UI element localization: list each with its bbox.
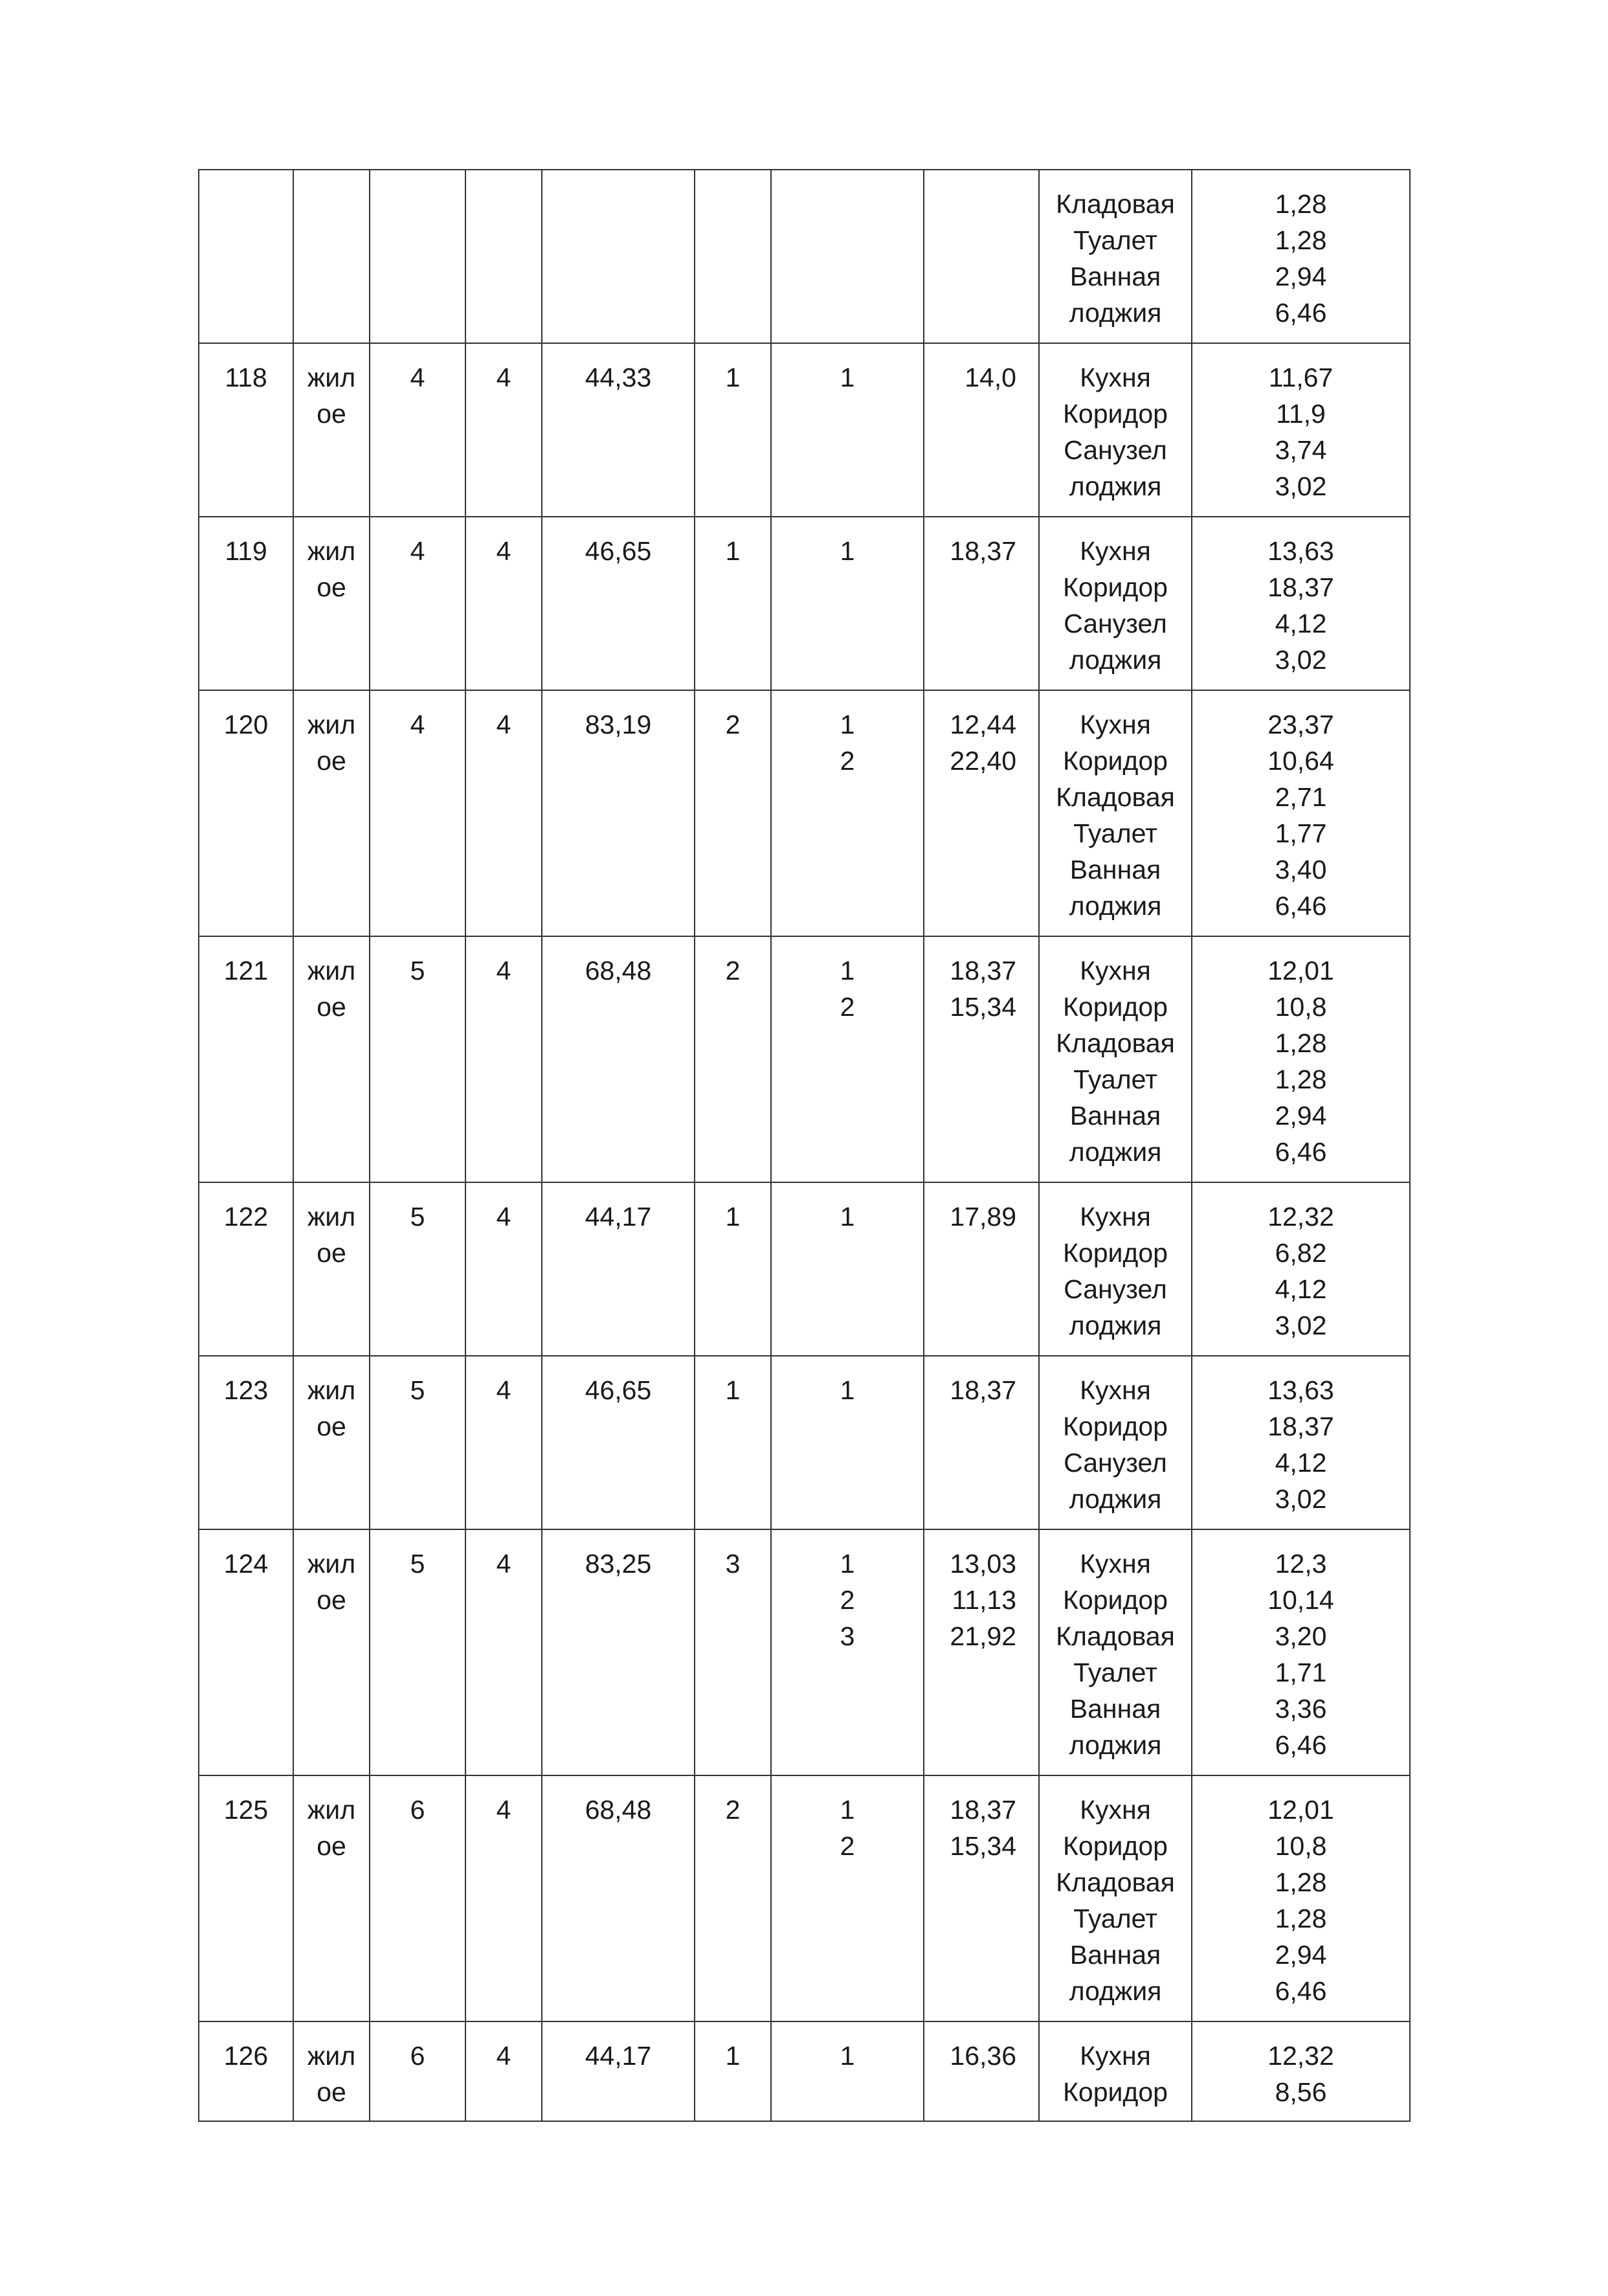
apartment-type-cell-line: жил [307, 536, 356, 566]
total-area-cell-value: 68,48 [585, 1795, 652, 1825]
aux-areas-cell-line: 2,94 [1275, 1940, 1327, 1970]
room-count-cell [695, 1356, 771, 1529]
apartment-type-cell-line: жил [307, 2041, 356, 2071]
total-area-cell [542, 517, 695, 690]
apartment-number-cell [199, 690, 293, 936]
table-row [199, 343, 1410, 517]
room-numbers-cell-line: 1 [840, 1375, 855, 1405]
aux-areas-cell-line: 1,28 [1275, 1904, 1327, 1933]
section-cell-value: 4 [496, 2041, 511, 2071]
aux-rooms-cell [1039, 1529, 1192, 1775]
aux-rooms-cell-line: Кладовая [1056, 1867, 1175, 1897]
apartment-type-cell-line: ое [317, 1585, 346, 1615]
aux-areas-cell-line: 1,28 [1275, 225, 1327, 255]
section-cell-value: 4 [496, 956, 511, 985]
aux-areas-cell-line: 1,28 [1275, 1028, 1327, 1058]
aux-rooms-cell-line: Кухня [1080, 1795, 1151, 1825]
room-numbers-cell-line: 2 [840, 746, 855, 776]
total-area-cell [542, 1775, 695, 2021]
aux-rooms-cell-line: Туалет [1073, 818, 1157, 848]
room-areas-cell [924, 690, 1039, 936]
apartment-number-cell [199, 1182, 293, 1356]
aux-rooms-cell-line: Кухня [1080, 1202, 1151, 1232]
aux-areas-cell [1192, 690, 1410, 936]
aux-areas-cell-line: 13,63 [1267, 536, 1334, 566]
room-numbers-cell-line: 1 [840, 956, 855, 985]
apartment-number-cell-value: 123 [223, 1375, 269, 1405]
section-cell-value: 4 [496, 1549, 511, 1579]
room-count-cell [695, 170, 771, 343]
aux-rooms-cell-line: Кухня [1080, 2041, 1151, 2071]
aux-rooms-cell-line: Кухня [1080, 1375, 1151, 1405]
table-row [199, 936, 1410, 1182]
room-numbers-cell-line: 2 [840, 1585, 855, 1615]
table-row [199, 517, 1410, 690]
aux-rooms-cell [1039, 1356, 1192, 1529]
aux-rooms-cell-line: лоджия [1069, 1976, 1162, 2006]
apartment-type-cell [293, 517, 370, 690]
aux-areas-cell [1192, 1529, 1410, 1775]
section-cell-value: 4 [496, 536, 511, 566]
aux-areas-cell-line: 18,37 [1267, 1412, 1334, 1441]
apartment-type-cell-line: жил [307, 1795, 356, 1825]
room-count-cell-value: 2 [725, 710, 741, 739]
aux-rooms-cell-line: Кладовая [1056, 1621, 1175, 1651]
room-areas-cell-line: 18,37 [950, 1375, 1016, 1405]
apartment-number-cell [199, 170, 293, 343]
aux-areas-cell-line: 6,46 [1275, 1137, 1327, 1167]
table-row [199, 690, 1410, 936]
section-cell [465, 1356, 542, 1529]
table-row [199, 2021, 1410, 2121]
table-row [199, 1775, 1410, 2021]
aux-rooms-cell-line: лоджия [1069, 891, 1162, 921]
aux-areas-cell [1192, 170, 1410, 343]
total-area-cell-value: 46,65 [585, 536, 652, 566]
room-numbers-cell-line: 1 [840, 710, 855, 739]
apartment-type-cell-line: жил [307, 363, 356, 392]
room-count-cell [695, 936, 771, 1182]
aux-areas-cell-line: 12,3 [1275, 1549, 1327, 1579]
room-count-cell-value: 2 [725, 956, 741, 985]
aux-rooms-cell-line: Ванная [1069, 1694, 1161, 1724]
aux-areas-cell-line: 12,01 [1267, 956, 1334, 985]
room-count-cell [695, 1775, 771, 2021]
floor-cell [370, 1356, 465, 1529]
table-body [199, 170, 1410, 2121]
apartment-number-cell-value: 120 [223, 710, 269, 739]
aux-areas-cell-line: 2,94 [1275, 1101, 1327, 1131]
room-areas-cell-line: 13,03 [950, 1549, 1016, 1579]
apartment-type-cell-line: жил [307, 1375, 356, 1405]
room-areas-cell [924, 517, 1039, 690]
aux-areas-cell-line: 10,64 [1267, 746, 1334, 776]
room-areas-cell-line: 18,37 [950, 536, 1016, 566]
aux-areas-cell-line: 6,46 [1275, 1730, 1327, 1760]
section-cell [465, 936, 542, 1182]
floor-cell [370, 1529, 465, 1775]
aux-rooms-cell-line: Санузел [1064, 1274, 1167, 1304]
total-area-cell [542, 936, 695, 1182]
room-numbers-cell [771, 690, 924, 936]
aux-rooms-cell-line: Кухня [1080, 536, 1151, 566]
aux-areas-cell-line: 1,28 [1275, 1064, 1327, 1094]
apartment-type-cell-line: ое [317, 572, 346, 602]
room-count-cell-value: 2 [725, 1795, 741, 1825]
apartment-number-cell [199, 2021, 293, 2121]
floor-cell [370, 2021, 465, 2121]
section-cell [465, 2021, 542, 2121]
aux-rooms-cell-line: Коридор [1063, 1238, 1168, 1268]
floor-cell-value: 5 [410, 1375, 425, 1405]
aux-rooms-cell-line: Ванная [1069, 855, 1161, 884]
table-row [199, 1529, 1410, 1775]
total-area-cell [542, 1182, 695, 1356]
floor-cell-value: 5 [410, 1202, 425, 1232]
room-areas-cell-line: 18,37 [950, 956, 1016, 985]
room-areas-cell [924, 1529, 1039, 1775]
room-numbers-cell-line: 2 [840, 1831, 855, 1861]
floor-cell-value: 4 [410, 363, 425, 392]
apartment-number-cell-value: 124 [223, 1549, 269, 1579]
apartment-type-cell [293, 343, 370, 517]
room-count-cell-value: 1 [725, 536, 741, 566]
apartment-type-cell-line: ое [317, 1238, 346, 1268]
aux-rooms-cell-line: Коридор [1063, 1412, 1168, 1441]
apartment-type-cell [293, 690, 370, 936]
aux-areas-cell-line: 6,46 [1275, 298, 1327, 328]
apartment-type-cell [293, 1356, 370, 1529]
room-areas-cell [924, 170, 1039, 343]
aux-rooms-cell-line: лоджия [1069, 298, 1162, 328]
aux-areas-cell-line: 12,32 [1267, 2041, 1334, 2071]
section-cell-value: 4 [496, 1375, 511, 1405]
room-count-cell [695, 343, 771, 517]
floor-cell [370, 517, 465, 690]
aux-areas-cell-line: 3,02 [1275, 1484, 1327, 1514]
total-area-cell-value: 83,19 [585, 710, 652, 739]
aux-areas-cell-line: 8,56 [1275, 2077, 1327, 2107]
aux-areas-cell-line: 6,82 [1275, 1238, 1327, 1268]
apartment-type-cell-line: ое [317, 2077, 346, 2107]
aux-areas-cell-line: 18,37 [1267, 572, 1334, 602]
room-count-cell-value: 1 [725, 1375, 741, 1405]
room-count-cell-value: 1 [725, 1202, 741, 1232]
total-area-cell-value: 44,17 [585, 2041, 652, 2071]
room-numbers-cell-line: 1 [840, 1549, 855, 1579]
room-count-cell [695, 1182, 771, 1356]
aux-rooms-cell-line: Санузел [1064, 435, 1167, 465]
aux-areas-cell-line: 11,9 [1276, 399, 1326, 429]
aux-rooms-cell-line: Коридор [1063, 746, 1168, 776]
room-areas-cell-line: 11,13 [952, 1585, 1016, 1615]
total-area-cell [542, 1356, 695, 1529]
apartment-number-cell-value: 126 [223, 2041, 269, 2071]
aux-rooms-cell-line: Кладовая [1056, 189, 1175, 219]
total-area-cell-value: 83,25 [585, 1549, 652, 1579]
apartment-number-cell-value: 122 [223, 1202, 269, 1232]
aux-rooms-cell-line: Коридор [1063, 992, 1168, 1022]
apartment-type-cell-line: жил [307, 1549, 356, 1579]
apartment-number-cell [199, 1356, 293, 1529]
aux-areas-cell-line: 1,71 [1275, 1658, 1327, 1687]
aux-areas-cell-line: 4,12 [1275, 1274, 1327, 1304]
aux-areas-cell-line: 1,28 [1275, 1867, 1327, 1897]
apartment-type-cell-line: ое [317, 992, 346, 1022]
aux-rooms-cell [1039, 517, 1192, 690]
aux-rooms-cell-line: Туалет [1073, 1904, 1157, 1933]
apartment-type-cell-line: жил [307, 1202, 356, 1232]
aux-areas-cell-line: 6,46 [1275, 891, 1327, 921]
room-areas-cell-line: 12,44 [950, 710, 1016, 739]
aux-rooms-cell-line: лоджия [1069, 645, 1162, 675]
section-cell-value: 4 [496, 363, 511, 392]
aux-areas-cell [1192, 1182, 1410, 1356]
room-areas-cell-line: 15,34 [950, 1831, 1016, 1861]
apartment-number-cell-value: 118 [225, 363, 267, 392]
table-row [199, 170, 1410, 343]
section-cell-value: 4 [496, 710, 511, 739]
room-numbers-cell-line: 3 [840, 1621, 855, 1651]
total-area-cell-value: 46,65 [585, 1375, 652, 1405]
aux-areas-cell-line: 12,32 [1267, 1202, 1334, 1232]
room-areas-cell-line: 15,34 [950, 992, 1016, 1022]
aux-areas-cell-line: 1,28 [1275, 189, 1327, 219]
aux-rooms-cell-line: Ванная [1069, 1940, 1161, 1970]
aux-rooms-cell-line: Кухня [1080, 710, 1151, 739]
apartment-type-cell [293, 936, 370, 1182]
aux-areas-cell [1192, 343, 1410, 517]
table-row [199, 1356, 1410, 1529]
aux-rooms-cell-line: Кухня [1080, 956, 1151, 985]
aux-rooms-cell-line: Коридор [1063, 572, 1168, 602]
floor-cell-value: 5 [410, 1549, 425, 1579]
apartment-number-cell-value: 121 [223, 956, 269, 985]
aux-rooms-cell [1039, 1775, 1192, 2021]
room-numbers-cell-line: 1 [840, 2041, 855, 2071]
aux-rooms-cell-line: Коридор [1063, 1585, 1168, 1615]
aux-areas-cell-line: 23,37 [1267, 710, 1334, 739]
aux-areas-cell [1192, 1356, 1410, 1529]
room-numbers-cell [771, 343, 924, 517]
aux-rooms-cell-line: Туалет [1073, 1064, 1157, 1094]
room-areas-cell-line: 21,92 [950, 1621, 1016, 1651]
aux-areas-cell-line: 3,40 [1275, 855, 1327, 884]
apartment-type-cell-line: ое [317, 1831, 346, 1861]
room-count-cell-value: 3 [725, 1549, 741, 1579]
aux-rooms-cell-line: Кладовая [1056, 1028, 1175, 1058]
total-area-cell-value: 68,48 [585, 956, 652, 985]
floor-cell-value: 6 [410, 1795, 425, 1825]
floor-cell [370, 1182, 465, 1356]
room-count-cell [695, 1529, 771, 1775]
total-area-cell [542, 1529, 695, 1775]
apartment-type-cell-line: ое [317, 1412, 346, 1441]
floor-cell [370, 343, 465, 517]
apartment-number-cell [199, 343, 293, 517]
aux-rooms-cell-line: Санузел [1064, 1448, 1167, 1478]
aux-areas-cell-line: 2,94 [1275, 262, 1327, 291]
aux-areas-cell [1192, 1775, 1410, 2021]
room-numbers-cell-line: 1 [840, 1202, 855, 1232]
total-area-cell [542, 690, 695, 936]
section-cell [465, 690, 542, 936]
room-count-cell-value: 1 [725, 2041, 741, 2071]
room-areas-cell-line: 16,36 [950, 2041, 1016, 2071]
room-areas-cell-line: 14,0 [965, 363, 1016, 392]
room-areas-cell [924, 1775, 1039, 2021]
apartment-number-cell-value: 119 [225, 536, 267, 566]
room-numbers-cell-line: 1 [840, 1795, 855, 1825]
aux-rooms-cell-line: Коридор [1063, 399, 1168, 429]
room-numbers-cell [771, 1182, 924, 1356]
section-cell [465, 343, 542, 517]
floor-cell-value: 4 [410, 710, 425, 739]
room-areas-cell-line: 18,37 [950, 1795, 1016, 1825]
aux-areas-cell-line: 3,02 [1275, 1311, 1327, 1340]
room-numbers-cell [771, 170, 924, 343]
section-cell [465, 170, 542, 343]
aux-rooms-cell [1039, 1182, 1192, 1356]
aux-rooms-cell-line: Коридор [1063, 1831, 1168, 1861]
aux-areas-cell-line: 3,02 [1275, 645, 1327, 675]
aux-areas-cell [1192, 517, 1410, 690]
floor-cell [370, 690, 465, 936]
room-numbers-cell-line: 1 [840, 536, 855, 566]
apartment-number-cell [199, 1529, 293, 1775]
room-numbers-cell [771, 1529, 924, 1775]
floor-cell [370, 936, 465, 1182]
apartment-number-cell [199, 1775, 293, 2021]
room-numbers-cell [771, 1775, 924, 2021]
apartment-type-cell-line: ое [317, 399, 346, 429]
apartment-table [198, 169, 1411, 2122]
aux-areas-cell-line: 10,14 [1267, 1585, 1334, 1615]
floor-cell [370, 1775, 465, 2021]
room-numbers-cell [771, 1356, 924, 1529]
aux-rooms-cell-line: лоджия [1069, 1484, 1162, 1514]
room-count-cell [695, 690, 771, 936]
room-count-cell [695, 2021, 771, 2121]
aux-rooms-cell-line: лоджия [1069, 1730, 1162, 1760]
aux-areas-cell-line: 13,63 [1267, 1375, 1334, 1405]
aux-areas-cell-line: 1,77 [1275, 818, 1327, 848]
aux-rooms-cell-line: Санузел [1064, 609, 1167, 638]
table-row [199, 1182, 1410, 1356]
aux-areas-cell-line: 10,8 [1275, 1831, 1327, 1861]
aux-rooms-cell-line: Кухня [1080, 363, 1151, 392]
total-area-cell [542, 170, 695, 343]
aux-areas-cell-line: 12,01 [1267, 1795, 1334, 1825]
aux-areas-cell-line: 4,12 [1275, 609, 1327, 638]
section-cell-value: 4 [496, 1795, 511, 1825]
room-areas-cell-line: 17,89 [950, 1202, 1016, 1232]
aux-rooms-cell [1039, 936, 1192, 1182]
aux-rooms-cell [1039, 170, 1192, 343]
apartment-number-cell-value: 125 [223, 1795, 269, 1825]
room-numbers-cell-line: 2 [840, 992, 855, 1022]
apartment-type-cell-line: жил [307, 956, 356, 985]
apartment-type-cell [293, 1775, 370, 2021]
room-areas-cell [924, 1182, 1039, 1356]
apartment-type-cell-line: жил [307, 710, 356, 739]
total-area-cell [542, 343, 695, 517]
total-area-cell-value: 44,33 [585, 363, 652, 392]
apartment-number-cell [199, 517, 293, 690]
aux-areas-cell-line: 3,74 [1275, 435, 1327, 465]
aux-rooms-cell-line: лоджия [1069, 1137, 1162, 1167]
aux-rooms-cell-line: Кладовая [1056, 782, 1175, 812]
aux-areas-cell-line: 3,02 [1275, 471, 1327, 501]
aux-rooms-cell-line: Туалет [1073, 1658, 1157, 1687]
room-areas-cell [924, 343, 1039, 517]
aux-rooms-cell-line: лоджия [1069, 1311, 1162, 1340]
apartment-type-cell [293, 170, 370, 343]
room-areas-cell [924, 1356, 1039, 1529]
aux-rooms-cell-line: Туалет [1073, 225, 1157, 255]
aux-rooms-cell [1039, 2021, 1192, 2121]
floor-cell-value: 5 [410, 956, 425, 985]
section-cell-value: 4 [496, 1202, 511, 1232]
section-cell [465, 1529, 542, 1775]
aux-areas-cell-line: 3,20 [1275, 1621, 1327, 1651]
aux-areas-cell-line: 4,12 [1275, 1448, 1327, 1478]
apartment-type-cell-line: ое [317, 746, 346, 776]
floor-cell-value: 4 [410, 536, 425, 566]
total-area-cell-value: 44,17 [585, 1202, 652, 1232]
room-numbers-cell [771, 2021, 924, 2121]
aux-rooms-cell-line: Ванная [1069, 262, 1161, 291]
floor-cell-value: 6 [410, 2041, 425, 2071]
aux-areas-cell [1192, 936, 1410, 1182]
aux-areas-cell-line: 6,46 [1275, 1976, 1327, 2006]
section-cell [465, 517, 542, 690]
room-areas-cell [924, 936, 1039, 1182]
aux-areas-cell-line: 11,67 [1268, 363, 1334, 392]
room-numbers-cell-line: 1 [840, 363, 855, 392]
room-count-cell [695, 517, 771, 690]
aux-areas-cell-line: 3,36 [1275, 1694, 1327, 1724]
aux-rooms-cell-line: Ванная [1069, 1101, 1161, 1131]
aux-rooms-cell-line: Кухня [1080, 1549, 1151, 1579]
apartment-type-cell [293, 2021, 370, 2121]
room-numbers-cell [771, 936, 924, 1182]
apartment-type-cell [293, 1182, 370, 1356]
apartment-number-cell [199, 936, 293, 1182]
room-areas-cell [924, 2021, 1039, 2121]
section-cell [465, 1182, 542, 1356]
apartment-type-cell [293, 1529, 370, 1775]
total-area-cell [542, 2021, 695, 2121]
aux-rooms-cell [1039, 343, 1192, 517]
floor-cell [370, 170, 465, 343]
room-areas-cell-line: 22,40 [950, 746, 1016, 776]
room-count-cell-value: 1 [725, 363, 741, 392]
aux-rooms-cell-line: лоджия [1069, 471, 1162, 501]
aux-areas-cell-line: 10,8 [1275, 992, 1327, 1022]
section-cell [465, 1775, 542, 2021]
aux-rooms-cell-line: Коридор [1063, 2077, 1168, 2107]
aux-areas-cell-line: 2,71 [1275, 782, 1327, 812]
aux-rooms-cell [1039, 690, 1192, 936]
aux-areas-cell [1192, 2021, 1410, 2121]
room-numbers-cell [771, 517, 924, 690]
